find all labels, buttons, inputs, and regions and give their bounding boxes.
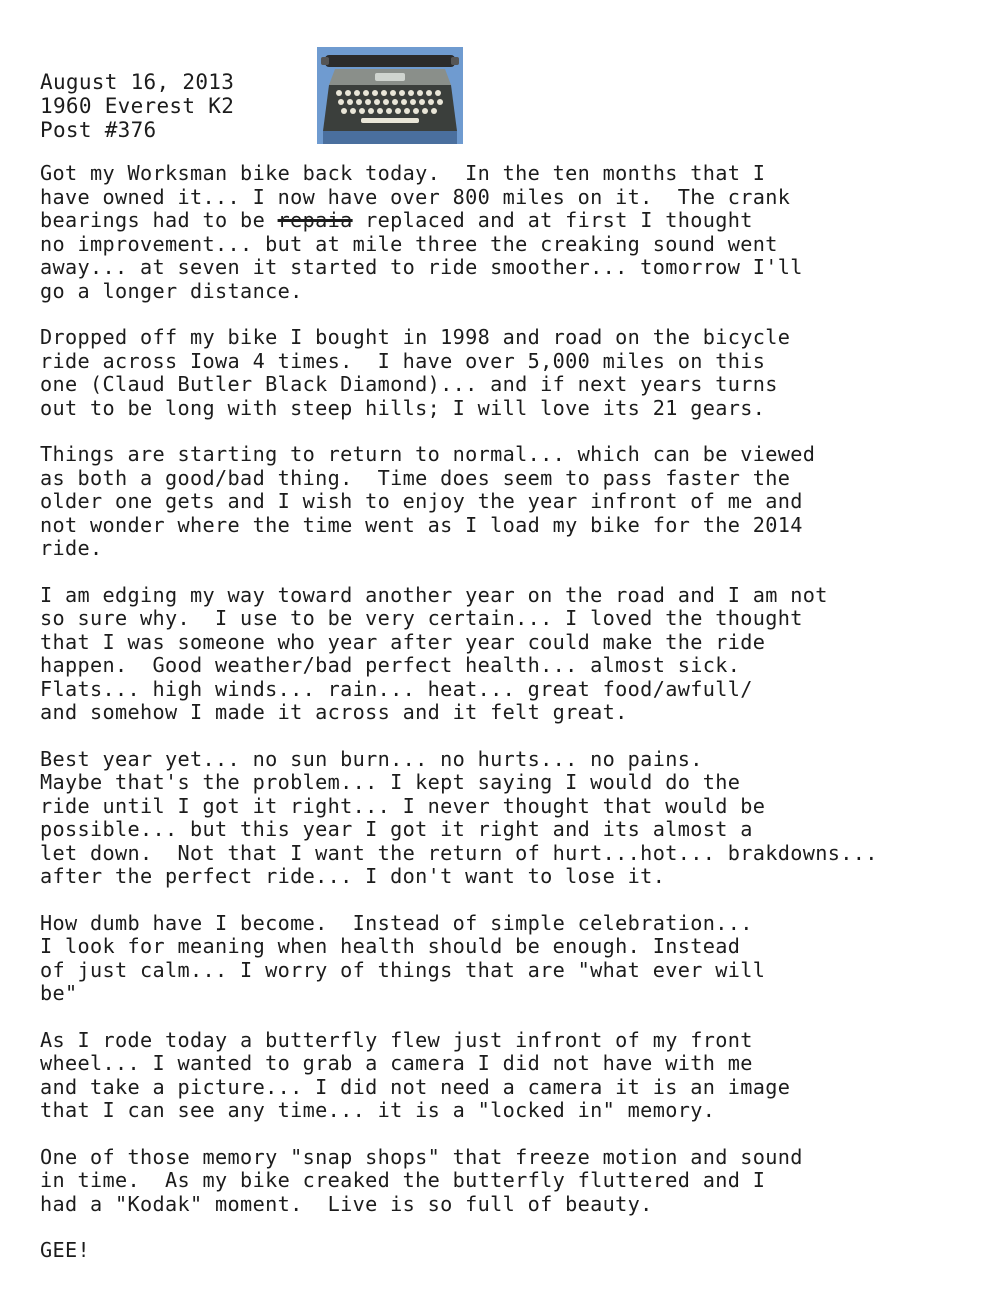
text-line: away... at seven it started to ride smoother... tomorrow I'll: [40, 255, 803, 279]
text-line: that I was someone who year after year could make the ride: [40, 629, 766, 654]
text-line: As I rode today a butterfly flew just infront of my front: [40, 1027, 753, 1052]
text-line: and somehow I made it across and it felt great.: [40, 700, 628, 724]
text-line: no improvement... but at mile three the creaking sound went: [40, 231, 778, 256]
text-line: Best year yet... no sun burn... no hurts... no pains.: [40, 746, 703, 771]
text-line: in time. As my bike creaked the butterfly fluttered and I: [40, 1168, 766, 1192]
text-line: as both a good/bad thing. Time does seem to pass faster the: [40, 465, 791, 490]
text-fragment: replaced and at first I thought: [352, 208, 753, 232]
text-line: of just calm... I worry of things that are "what ever will: [40, 957, 766, 982]
text-line: I look for meaning when health should be enough. Instead: [40, 934, 741, 958]
paragraph-how-dumb: [40, 912, 975, 1006]
signoff-block: [40, 1239, 975, 1263]
date-line: August 16, 2013: [40, 70, 235, 94]
paragraph-old-bike: [40, 326, 975, 420]
post-number-line: Post #376: [40, 118, 157, 142]
text-line: wheel... I wanted to grab a camera I did not have with me: [40, 1051, 753, 1075]
text-line: have owned it... I now have over 800 miles on it. The crank: [40, 184, 791, 209]
text-line: go a longer distance.: [40, 278, 303, 303]
text-line: I am edging my way toward another year on the road and I am not: [40, 582, 828, 607]
struck-out-word: repaia: [277, 208, 353, 232]
text-line: out to be long with steep hills; I will love its 21 gears.: [40, 395, 766, 420]
text-line: and take a picture... I did not need a camera it is an image: [40, 1074, 791, 1099]
text-line: possible... but this year I got it right and its almost a: [40, 817, 753, 841]
typewriter-model-line: 1960 Everest K2: [40, 94, 235, 118]
typewriter-photo: [317, 47, 463, 144]
text-line: ride until I got it right... I never thought that would be: [40, 793, 766, 818]
text-line: had a "Kodak" moment. Live is so full of beauty.: [40, 1191, 653, 1216]
paragraph-best-year: [40, 748, 975, 889]
text-line: Flats... high winds... rain... heat... great food/awfull/: [40, 676, 753, 701]
text-line: Got my Worksman bike back today. In the ten months that I: [40, 161, 766, 185]
text-fragment: bearings had to be: [40, 208, 278, 232]
text-line: so sure why. I use to be very certain... I loved the thought: [40, 606, 803, 630]
paragraph-return-to-normal: [40, 443, 975, 561]
text-line: Maybe that's the problem... I kept saying I would do the: [40, 770, 741, 794]
text-line-with-strikeout: [40, 209, 975, 233]
text-line: One of those memory "snap shops" that freeze motion and sound: [40, 1144, 803, 1169]
paragraph-butterfly: [40, 1029, 975, 1123]
typewriter-icon: [317, 47, 463, 144]
letter-header: [40, 70, 234, 142]
text-line: Things are starting to return to normal... which can be viewed: [40, 442, 816, 466]
text-line: happen. Good weather/bad perfect health... almost sick.: [40, 653, 741, 677]
text-line: that I can see any time... it is a "locked in" memory.: [40, 1098, 716, 1122]
text-line: not wonder where the time went as I load my bike for the 2014: [40, 512, 803, 537]
text-line: after the perfect ride... I don't want to lose it.: [40, 864, 666, 888]
text-line: ride across Iowa 4 times. I have over 5,000 miles on this: [40, 348, 766, 373]
paragraph-another-year: [40, 584, 975, 725]
text-line: older one gets and I wish to enjoy the year infront of me and: [40, 489, 803, 513]
signoff-text: GEE!: [40, 1238, 91, 1262]
text-line: How dumb have I become. Instead of simple celebration...: [40, 910, 753, 935]
letter-body: [40, 162, 975, 1286]
text-line: one (Claud Butler Black Diamond)... and if next years turns: [40, 372, 778, 396]
paragraph-snap-shot: [40, 1146, 975, 1217]
text-line: be": [40, 981, 78, 1005]
paragraph-bike-return: [40, 162, 975, 303]
text-line: let down. Not that I want the return of hurt...hot... brakdowns...: [40, 840, 878, 865]
text-line: Dropped off my bike I bought in 1998 and road on the bicycle: [40, 325, 791, 349]
text-line: ride.: [40, 536, 103, 560]
